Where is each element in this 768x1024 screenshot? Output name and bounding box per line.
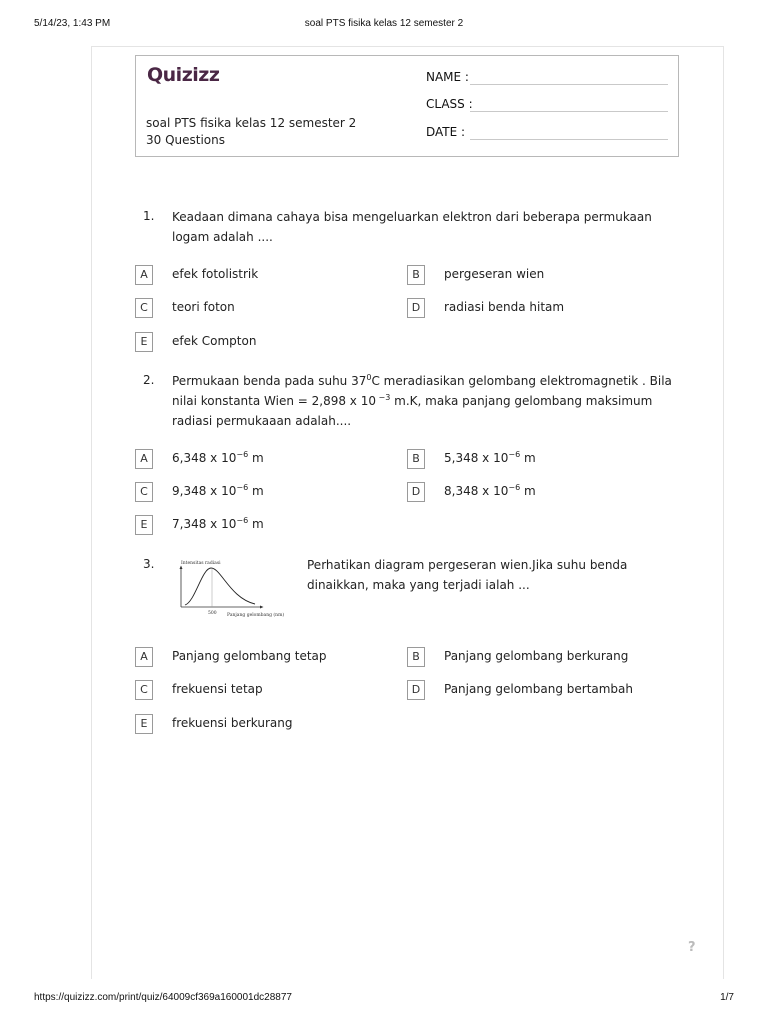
quizizz-logo: Quizizz bbox=[147, 64, 220, 86]
option-text[interactable]: frekuensi tetap bbox=[172, 682, 263, 696]
date-field bbox=[426, 125, 465, 139]
option-unit: m bbox=[248, 484, 264, 498]
question-text-part: Permukaan benda pada suhu 37 bbox=[172, 374, 367, 388]
option-text[interactable]: Panjang gelombang bertambah bbox=[444, 682, 634, 696]
option-unit: m bbox=[520, 484, 536, 498]
class-field bbox=[426, 97, 473, 111]
option-letter-e[interactable]: E bbox=[135, 714, 153, 734]
option-text[interactable] bbox=[172, 515, 264, 533]
option-exponent: −6 bbox=[236, 516, 249, 525]
option-letter-e[interactable]: E bbox=[135, 332, 153, 352]
question-count: 30 Questions bbox=[146, 133, 226, 147]
option-letter-b[interactable]: B bbox=[407, 647, 425, 667]
question-text: Perhatikan diagram pergeseran wien.Jika suhu benda dinaikkan, maka yang terjadi ialah ... bbox=[307, 558, 628, 592]
name-label: NAME : bbox=[426, 70, 469, 84]
option-base: 7,348 x 10 bbox=[172, 517, 237, 531]
option-text[interactable]: Panjang gelombang tetap bbox=[172, 649, 327, 663]
option-exponent: −6 bbox=[508, 483, 521, 492]
help-icon[interactable]: ? bbox=[688, 940, 696, 955]
option-text[interactable]: teori foton bbox=[172, 300, 235, 314]
option-letter-c[interactable]: C bbox=[135, 298, 153, 318]
date-label: DATE : bbox=[426, 125, 466, 139]
option-exponent: −6 bbox=[236, 483, 249, 492]
option-letter-a[interactable]: A bbox=[135, 647, 153, 667]
graph-y-label: Intensitas radiasi bbox=[181, 561, 221, 566]
graph-y-arrow bbox=[180, 566, 183, 570]
class-label: CLASS : bbox=[426, 97, 473, 111]
question-text: Keadaan dimana cahaya bisa mengeluarkan elektron dari beberapa permukaan logam adalah .... bbox=[172, 210, 652, 244]
print-page-title: soal PTS fisika kelas 12 semester 2 bbox=[304, 18, 464, 29]
option-text[interactable]: efek Compton bbox=[172, 334, 257, 348]
option-letter-c[interactable]: C bbox=[135, 680, 153, 700]
wien-displacement-graph bbox=[175, 558, 293, 620]
option-letter-d[interactable]: D bbox=[407, 298, 425, 318]
option-base: 5,348 x 10 bbox=[444, 451, 509, 465]
option-letter-b[interactable]: B bbox=[407, 449, 425, 469]
option-text[interactable]: pergeseran wien bbox=[444, 267, 545, 281]
option-unit: m bbox=[520, 451, 536, 465]
option-letter-b[interactable]: B bbox=[407, 265, 425, 285]
option-letter-c[interactable]: C bbox=[135, 482, 153, 502]
graph-x-tick: 500 bbox=[208, 611, 217, 616]
worksheet-page bbox=[91, 46, 724, 979]
option-unit: m bbox=[248, 517, 264, 531]
option-exponent: −6 bbox=[236, 450, 249, 459]
quiz-title: soal PTS fisika kelas 12 semester 2 bbox=[146, 116, 357, 130]
option-unit: m bbox=[248, 451, 264, 465]
option-base: 6,348 x 10 bbox=[172, 451, 237, 465]
page-indicator: 1/7 bbox=[720, 992, 734, 1003]
option-base: 8,348 x 10 bbox=[444, 484, 509, 498]
question-text bbox=[172, 371, 672, 431]
question-number: 3. bbox=[143, 557, 155, 571]
graph-x-label: Panjang gelombang (nm) bbox=[227, 613, 285, 618]
graph-x-arrow bbox=[260, 606, 264, 609]
question-text-part: C meradiasikan gelombang elektromagnetik . Bila nilai konstanta Wien = 2,898 x 10 bbox=[172, 374, 672, 408]
superscript: −3 bbox=[376, 393, 391, 402]
name-field bbox=[426, 70, 469, 84]
option-letter-d[interactable]: D bbox=[407, 482, 425, 502]
option-text[interactable]: radiasi benda hitam bbox=[444, 300, 565, 314]
option-text[interactable] bbox=[172, 482, 264, 500]
option-letter-a[interactable]: A bbox=[135, 449, 153, 469]
print-url: https://quizizz.com/print/quiz/64009cf369a160001dc28877 bbox=[34, 992, 292, 1003]
option-text[interactable]: Panjang gelombang berkurang bbox=[444, 649, 629, 663]
question-number: 1. bbox=[143, 209, 155, 223]
name-line bbox=[470, 84, 668, 85]
graph-curve bbox=[185, 568, 255, 605]
option-letter-a[interactable]: A bbox=[135, 265, 153, 285]
option-exponent: −6 bbox=[508, 450, 521, 459]
date-line bbox=[470, 139, 668, 140]
option-text[interactable] bbox=[172, 449, 264, 467]
print-datetime: 5/14/23, 1:43 PM bbox=[34, 18, 111, 29]
option-text[interactable]: frekuensi berkurang bbox=[172, 716, 293, 730]
option-text[interactable] bbox=[444, 482, 536, 500]
option-text[interactable] bbox=[444, 449, 536, 467]
option-base: 9,348 x 10 bbox=[172, 484, 237, 498]
class-line bbox=[470, 111, 668, 112]
option-letter-e[interactable]: E bbox=[135, 515, 153, 535]
superscript: 0 bbox=[366, 373, 372, 382]
question-text-part: m.K, maka panjang gelombang maksimum radiasi permukaaan adalah.... bbox=[172, 394, 653, 428]
option-text[interactable]: efek fotolistrik bbox=[172, 267, 259, 281]
question-number: 2. bbox=[143, 373, 155, 387]
quiz-info-box bbox=[135, 55, 679, 157]
option-letter-d[interactable]: D bbox=[407, 680, 425, 700]
